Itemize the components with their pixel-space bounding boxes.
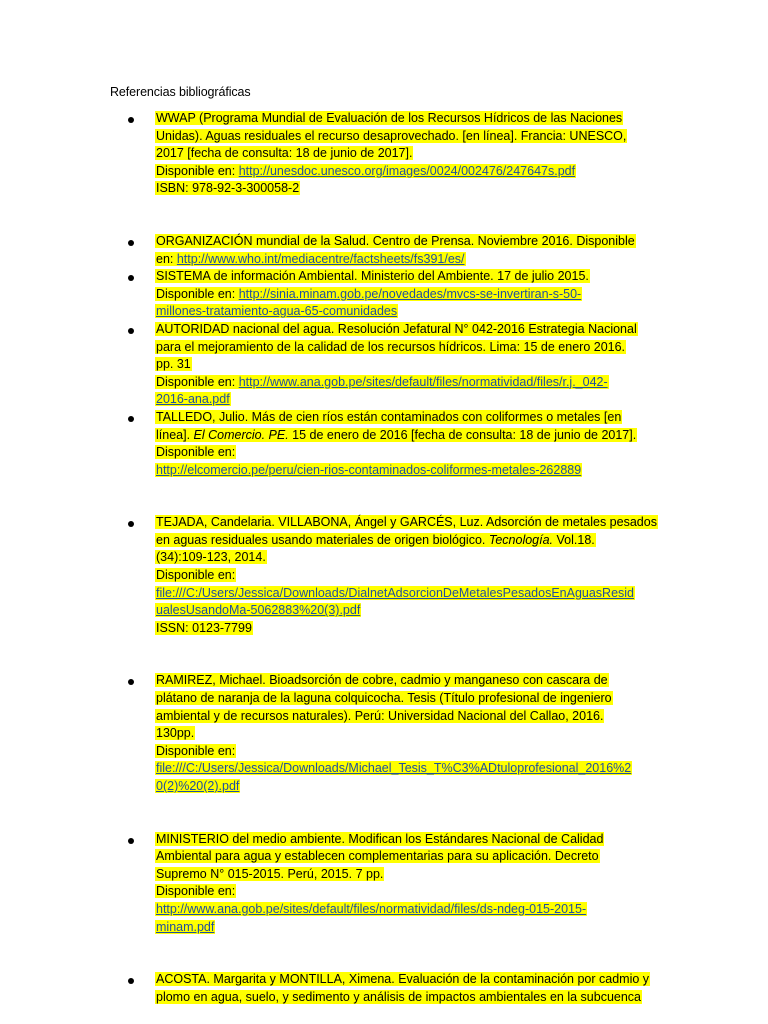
reference-text xyxy=(155,971,655,1006)
reference-line xyxy=(155,268,655,286)
highlighted-text xyxy=(155,621,253,635)
reference-text xyxy=(155,409,655,479)
reference-line xyxy=(155,620,655,638)
highlighted-text xyxy=(155,972,650,986)
reference-segment: RAMIREZ, Michael. Bioadsorción de cobre, cadmio y manganeso con cascara de xyxy=(156,673,608,688)
highlighted-text xyxy=(155,129,627,143)
highlighted-text xyxy=(155,252,466,266)
bullet-icon xyxy=(128,240,134,246)
reference-line xyxy=(155,831,655,849)
reference-segment: ISBN: 978-92-3-300058-2 xyxy=(156,181,300,196)
highlighted-text xyxy=(155,375,609,389)
bullet-icon xyxy=(128,679,134,685)
bullet-icon xyxy=(128,521,134,527)
spacer xyxy=(0,936,768,971)
reference-link[interactable]: http://elcomercio.pe/peru/cien-rios-contaminados-coliformes-metales-262889 xyxy=(156,462,582,477)
reference-line xyxy=(155,532,655,550)
reference-line xyxy=(155,901,655,919)
reference-line xyxy=(155,233,655,251)
publication-title: Tecnología. xyxy=(488,532,554,547)
reference-line xyxy=(155,514,655,532)
reference-segment: pp. 31 xyxy=(156,357,191,372)
reference-segment: Disponible en: xyxy=(156,445,236,460)
highlighted-text xyxy=(155,304,398,318)
reference-item xyxy=(0,971,768,1006)
highlighted-text xyxy=(155,832,604,846)
reference-link[interactable]: millones-tratamiento-agua-65-comunidades xyxy=(156,304,398,319)
reference-line xyxy=(155,163,655,181)
reference-line xyxy=(155,374,655,392)
reference-segment: Disponible en: xyxy=(156,743,236,758)
reference-link[interactable]: 0(2)%20(2).pdf xyxy=(156,779,240,793)
highlighted-text xyxy=(155,603,361,617)
highlighted-text xyxy=(155,269,590,283)
highlighted-text xyxy=(155,428,637,442)
reference-item xyxy=(0,409,768,479)
reference-line xyxy=(155,883,655,901)
reference-line xyxy=(155,778,655,796)
reference-line xyxy=(155,128,655,146)
reference-line xyxy=(155,321,655,339)
reference-text xyxy=(155,233,655,268)
highlighted-text xyxy=(155,287,582,301)
highlighted-text xyxy=(155,234,636,248)
reference-list xyxy=(0,110,768,1006)
highlighted-text xyxy=(155,744,236,758)
reference-segment: AUTORIDAD nacional del agua. Resolución Jefatural N° 042-2016 Estrategia Nacional xyxy=(156,321,637,336)
reference-line xyxy=(155,971,655,989)
reference-line xyxy=(155,848,655,866)
reference-line xyxy=(155,286,655,304)
page-title: Referencias bibliográficas xyxy=(110,85,251,99)
bullet-icon xyxy=(128,978,134,984)
highlighted-text xyxy=(155,867,384,881)
reference-segment: en: xyxy=(156,251,177,266)
highlighted-text xyxy=(155,902,587,916)
highlighted-text xyxy=(155,111,623,125)
reference-item xyxy=(0,831,768,937)
bullet-icon xyxy=(128,416,134,422)
bullet-icon xyxy=(128,117,134,123)
reference-segment: Unidas). Aguas residuales el recurso desaprovechado. [en línea]. Francia: UNESCO, xyxy=(156,128,627,143)
highlighted-text xyxy=(155,761,632,775)
reference-line xyxy=(155,356,655,374)
highlighted-text xyxy=(155,340,626,354)
reference-line xyxy=(155,549,655,567)
reference-line xyxy=(155,180,655,198)
highlighted-text xyxy=(155,410,622,424)
highlighted-text xyxy=(155,146,413,160)
reference-text xyxy=(155,672,655,795)
reference-line xyxy=(155,427,655,445)
reference-segment: Disponible en: xyxy=(156,568,236,583)
highlighted-text xyxy=(155,322,638,336)
reference-item xyxy=(0,672,768,795)
reference-link[interactable]: file:///C:/Users/Jessica/Downloads/DialnetAdsorcionDeMetalesPesadosEnAguasResid xyxy=(156,585,635,600)
reference-segment: Disponible en: xyxy=(156,163,239,178)
reference-segment: ORGANIZACIÓN mundial de la Salud. Centro de Prensa. Noviembre 2016. Disponible xyxy=(156,233,635,248)
reference-line xyxy=(155,110,655,128)
highlighted-text xyxy=(155,673,609,687)
reference-segment: SISTEMA de información Ambiental. Ministerio del Ambiente. 17 de julio 2015. xyxy=(156,269,589,284)
reference-line xyxy=(155,919,655,937)
reference-item xyxy=(0,233,768,268)
reference-line xyxy=(155,391,655,409)
highlighted-text xyxy=(155,181,300,195)
reference-link[interactable]: http://www.ana.gob.pe/sites/default/files/normatividad/files/ds-ndeg-015-2015- xyxy=(156,901,587,916)
highlighted-text xyxy=(155,357,192,371)
bullet-icon xyxy=(128,275,134,281)
reference-segment: Supremo N° 015-2015. Perú, 2015. 7 pp. xyxy=(156,866,384,881)
spacer xyxy=(0,479,768,514)
reference-line xyxy=(155,462,655,480)
reference-segment: (34):109-123, 2014. xyxy=(156,550,266,565)
highlighted-text xyxy=(155,164,576,178)
highlighted-text xyxy=(155,586,635,600)
reference-segment: ACOSTA. Margarita y MONTILLA, Ximena. Evaluación de la contaminación por cadmio y xyxy=(156,972,650,987)
reference-item xyxy=(0,110,768,198)
highlighted-text xyxy=(155,920,215,934)
reference-link[interactable]: minam.pdf xyxy=(156,919,215,934)
reference-text xyxy=(155,321,655,409)
reference-segment: Disponible en: xyxy=(156,374,239,389)
reference-line xyxy=(155,672,655,690)
highlighted-text xyxy=(155,990,642,1004)
reference-line xyxy=(155,602,655,620)
reference-line xyxy=(155,866,655,884)
reference-segment: Disponible en: xyxy=(156,884,236,899)
reference-link[interactable]: file:///C:/Users/Jessica/Downloads/Michael_Tesis_T%C3%ADtuloprofesional_2016%2 xyxy=(156,761,632,776)
reference-segment: línea]. xyxy=(156,427,194,442)
reference-segment: TALLEDO, Julio. Más de cien ríos están contaminados con coliformes o metales [en xyxy=(156,409,622,424)
highlighted-text xyxy=(155,849,600,863)
reference-line xyxy=(155,743,655,761)
reference-link[interactable]: http://www.ana.gob.pe/sites/default/files/normatividad/files/r.j._042- xyxy=(238,374,608,389)
reference-segment: para el mejoramiento de la calidad de los recursos hídricos. Lima: 15 de enero 2016. xyxy=(156,339,626,354)
reference-line xyxy=(155,725,655,743)
reference-line xyxy=(155,339,655,357)
publication-title: El Comercio. PE. xyxy=(193,427,289,442)
reference-line xyxy=(155,145,655,163)
reference-line xyxy=(155,708,655,726)
reference-segment: plátano de naranja de la laguna colquicocha. Tesis (Título profesional de ingeniero xyxy=(156,691,612,706)
reference-item xyxy=(0,514,768,637)
highlighted-text xyxy=(155,533,596,547)
reference-text xyxy=(155,110,655,198)
highlighted-text xyxy=(155,691,613,705)
reference-line xyxy=(155,303,655,321)
highlighted-text xyxy=(155,550,267,564)
bullet-icon xyxy=(128,328,134,334)
reference-text xyxy=(155,268,655,321)
reference-link[interactable]: http://www.who.int/mediacentre/factsheets/fs391/es/ xyxy=(176,251,465,266)
spacer xyxy=(0,796,768,831)
reference-segment: ISSN: 0123-7799 xyxy=(156,620,252,635)
highlighted-text xyxy=(155,709,604,723)
reference-line xyxy=(155,567,655,585)
reference-segment: en aguas residuales usando materiales de origen biológico. xyxy=(156,532,489,547)
highlighted-text xyxy=(155,445,236,459)
reference-segment: 15 de enero de 2016 [fecha de consulta: 18 de junio de 2017]. xyxy=(288,427,637,442)
reference-link[interactable]: 2016-ana.pdf xyxy=(156,392,230,407)
reference-link[interactable]: ualesUsandoMa-5062883%20(3).pdf xyxy=(156,603,361,618)
reference-text xyxy=(155,831,655,937)
reference-line xyxy=(155,585,655,603)
highlighted-text xyxy=(155,779,240,793)
reference-link[interactable]: http://unesdoc.unesco.org/images/0024/002476/247647s.pdf xyxy=(238,163,576,178)
reference-item xyxy=(0,321,768,409)
reference-segment: 2017 [fecha de consulta: 18 de junio de 2017]. xyxy=(156,146,413,161)
reference-segment: Ambiental para agua y establecen complementarias para su aplicación. Decreto xyxy=(156,849,599,864)
reference-line xyxy=(155,409,655,427)
reference-line xyxy=(155,989,655,1007)
reference-segment: Disponible en: xyxy=(156,286,239,301)
bullet-icon xyxy=(128,838,134,844)
reference-line xyxy=(155,690,655,708)
reference-segment: plomo en agua, suelo, y sedimento y análisis de impactos ambientales en la subcuenca xyxy=(156,989,642,1004)
reference-segment: MINISTERIO del medio ambiente. Modifican los Estándares Nacional de Calidad xyxy=(156,831,604,846)
reference-segment: Vol.18. xyxy=(553,532,595,547)
reference-segment: ambiental y de recursos naturales). Perú: Universidad Nacional del Callao, 2016. xyxy=(156,708,604,723)
highlighted-text xyxy=(155,884,236,898)
reference-line xyxy=(155,760,655,778)
highlighted-text xyxy=(155,515,658,529)
reference-text xyxy=(155,514,655,637)
highlighted-text xyxy=(155,392,231,406)
spacer xyxy=(0,637,768,672)
reference-segment: WWAP (Programa Mundial de Evaluación de los Recursos Hídricos de las Naciones xyxy=(156,111,623,125)
highlighted-text xyxy=(155,568,236,582)
reference-line xyxy=(155,251,655,269)
reference-segment: TEJADA, Candelaria. VILLABONA, Ángel y GARCÉS, Luz. Adsorción de metales pesados xyxy=(156,515,657,530)
highlighted-text xyxy=(155,463,582,477)
spacer xyxy=(0,198,768,233)
reference-link[interactable]: http://sinia.minam.gob.pe/novedades/mvcs-se-invertiran-s-50- xyxy=(238,286,582,301)
highlighted-text xyxy=(155,726,195,740)
reference-line xyxy=(155,444,655,462)
reference-item xyxy=(0,268,768,321)
reference-segment: 130pp. xyxy=(156,726,195,741)
